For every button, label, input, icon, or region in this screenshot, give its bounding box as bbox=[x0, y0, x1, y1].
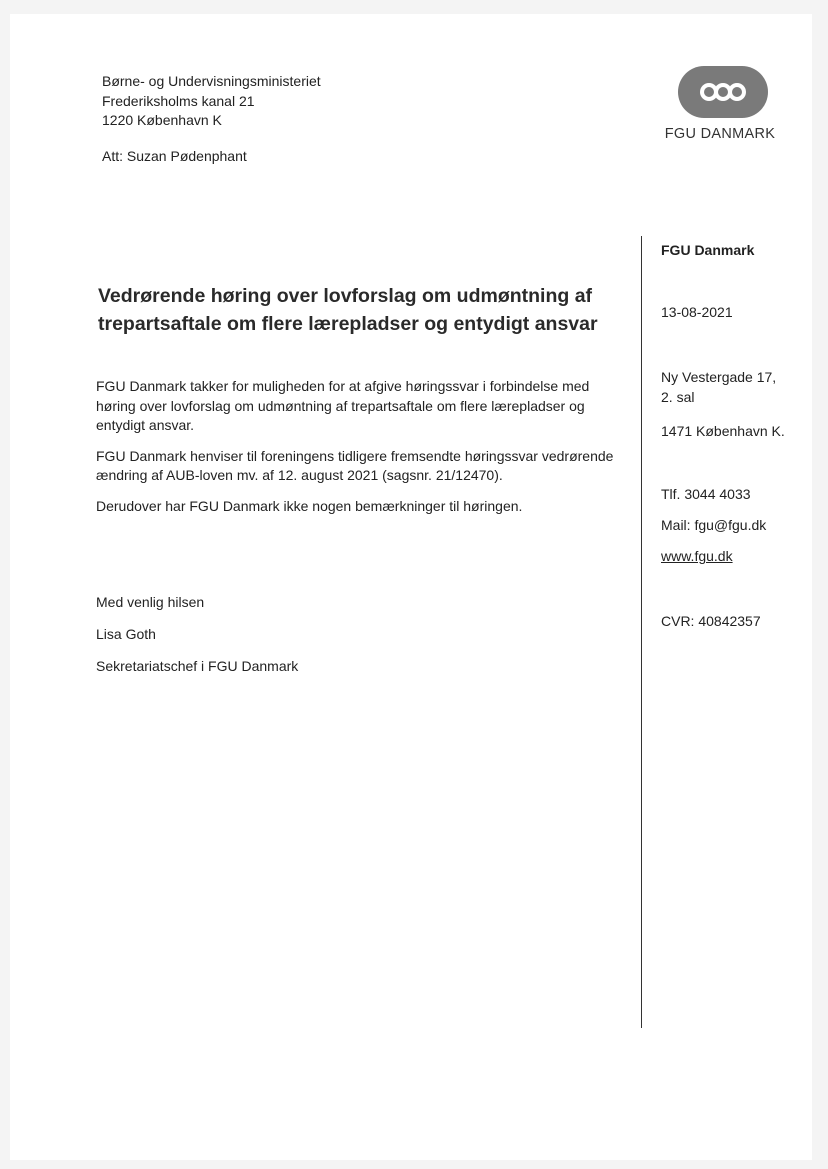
letter-page bbox=[10, 14, 812, 1160]
sidebar-website-link[interactable]: www.fgu.dk bbox=[661, 548, 733, 564]
signer-title: Sekretariatschef i FGU Danmark bbox=[96, 658, 299, 674]
recipient-line-3: 1220 København K bbox=[102, 112, 222, 128]
sidebar-cvr: CVR: 40842357 bbox=[661, 613, 761, 629]
subject-line-1: Vedrørende høring over lovforslag om udmøntning af bbox=[98, 285, 593, 307]
sidebar-divider bbox=[641, 236, 642, 1028]
closing-greeting: Med venlig hilsen bbox=[96, 594, 205, 610]
letter-body bbox=[96, 377, 616, 527]
body-paragraph-3: Derudover har FGU Danmark ikke nogen bemærkninger til høringen. bbox=[96, 497, 523, 514]
subject-line-2: trepartsaftale om flere lærepladser og entydigt ansvar bbox=[98, 313, 598, 335]
fgu-logo-icon bbox=[678, 66, 768, 118]
sidebar-address-line-1: Ny Vestergade 17, bbox=[661, 369, 777, 385]
sidebar-address-line-2: 2. sal bbox=[661, 389, 695, 405]
signer-name: Lisa Goth bbox=[96, 626, 156, 642]
logo-wordmark: FGU DANMARK bbox=[664, 126, 776, 142]
body-paragraph-1: FGU Danmark takker for muligheden for at afgive høringssvar i forbindelse med høring over lovforslag om udmøntning af trepartsaftale om flere lærepladser og entydigt ansvar. bbox=[96, 378, 590, 433]
letter-date: 13-08-2021 bbox=[661, 304, 733, 320]
sidebar-org-name: FGU Danmark bbox=[661, 242, 755, 258]
sidebar-zip-city: 1471 København K. bbox=[661, 423, 785, 439]
recipient-address bbox=[102, 72, 321, 131]
recipient-line-1: Børne- og Undervisningsministeriet bbox=[102, 73, 321, 89]
signature-block bbox=[96, 594, 298, 690]
recipient-line-2: Frederiksholms kanal 21 bbox=[102, 92, 255, 109]
subject-heading bbox=[98, 282, 618, 338]
sidebar-phone: Tlf. 3044 4033 bbox=[661, 486, 751, 502]
sidebar-email: Mail: fgu@fgu.dk bbox=[661, 517, 767, 533]
attention-line: Att: Suzan Pødenphant bbox=[102, 148, 247, 164]
body-paragraph-2: FGU Danmark henviser til foreningens tidligere fremsendte høringssvar vedrørende ændring af AUB-loven mv. af 12. august 2021 (sagsnr. 21/12470). bbox=[96, 447, 614, 483]
